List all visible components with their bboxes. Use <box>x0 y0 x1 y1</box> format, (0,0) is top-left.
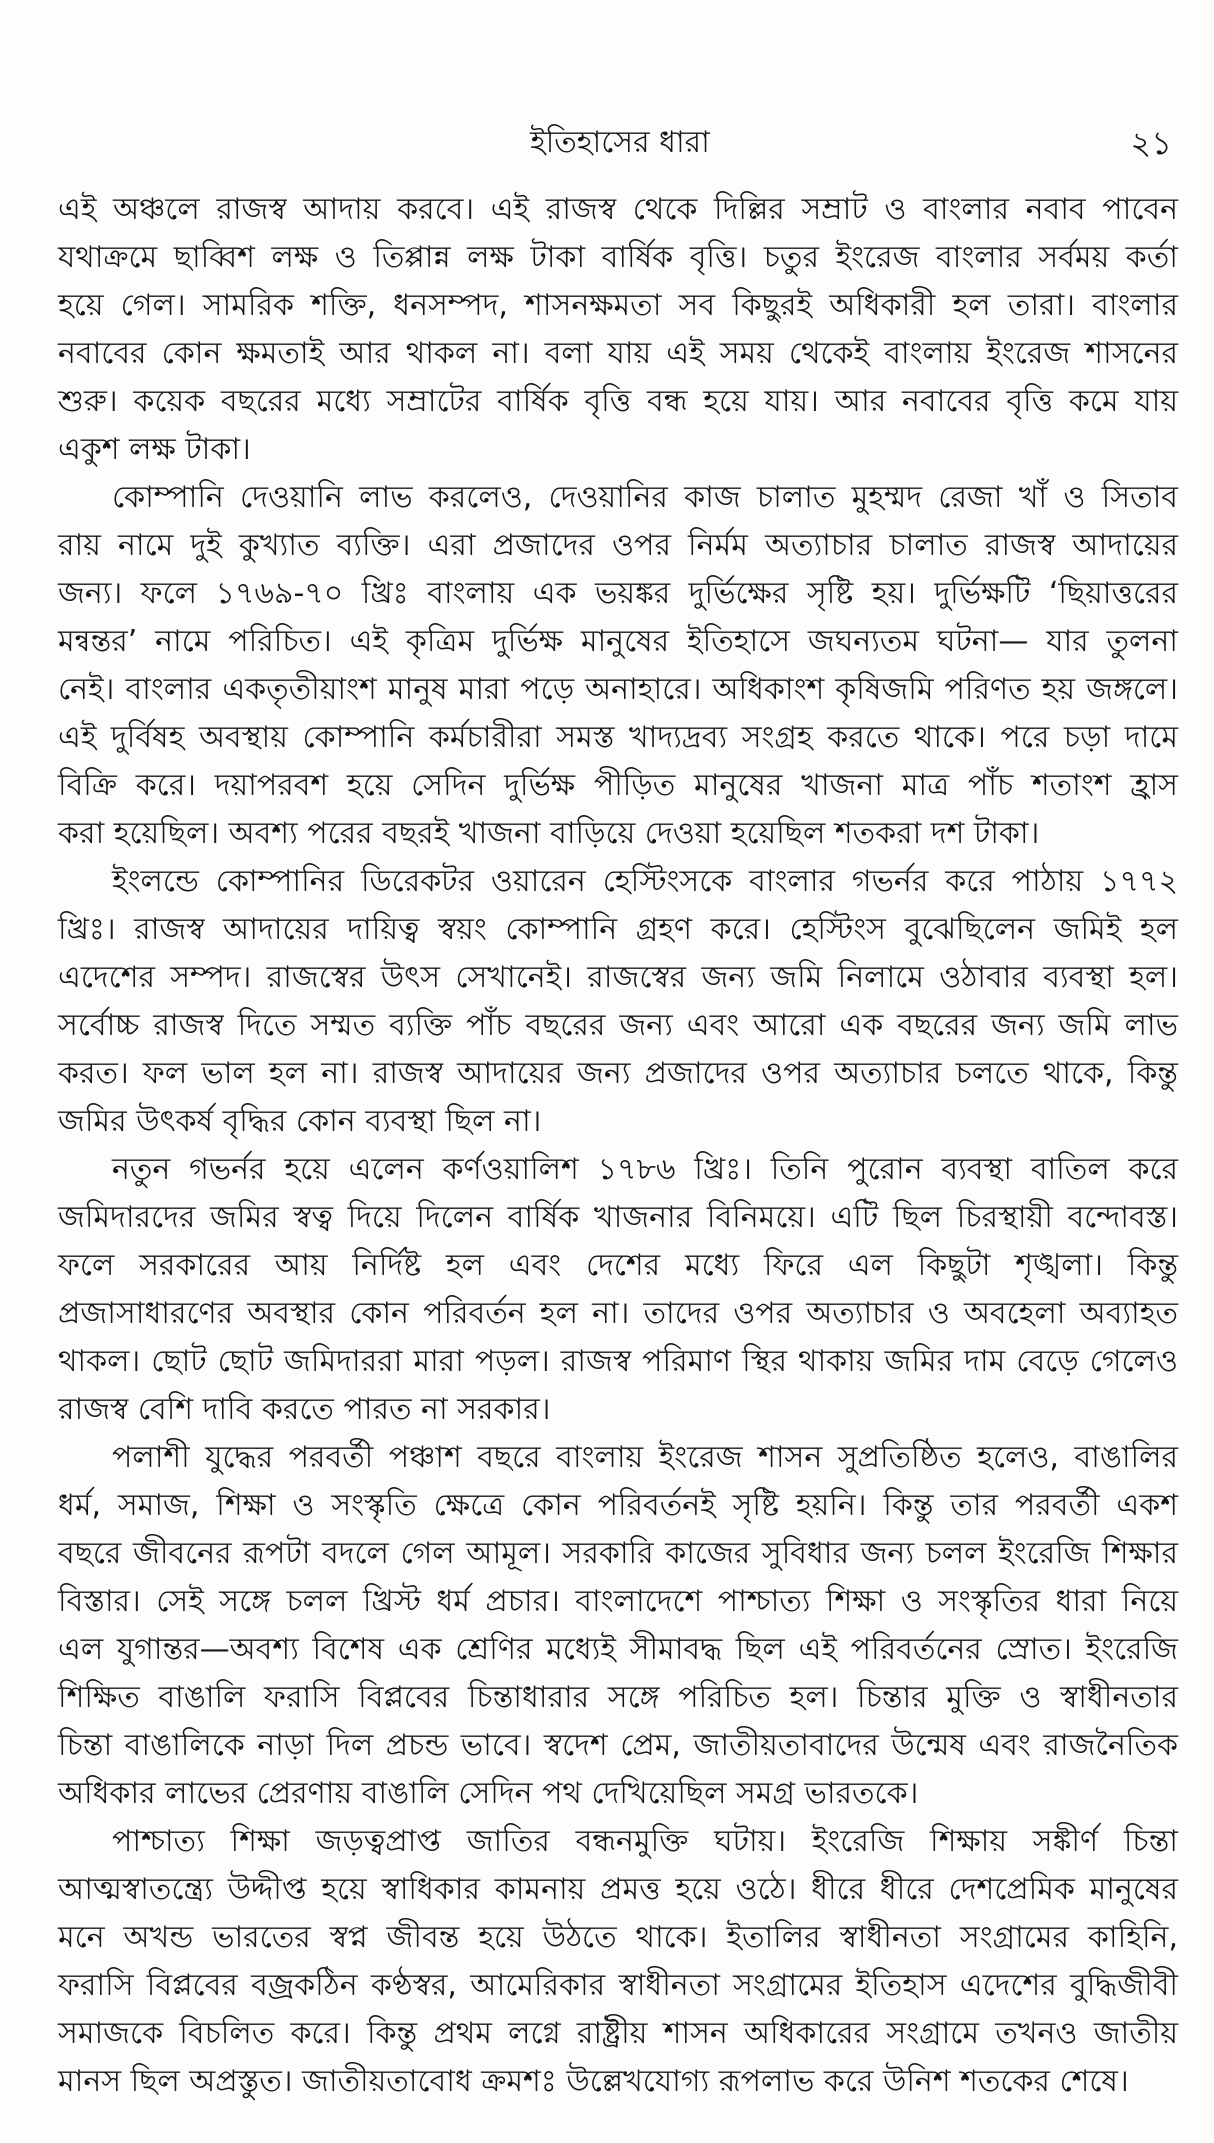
text-line: রাজস্ব বেশি দাবি করতে পারত না সরকার। <box>58 1392 551 1427</box>
text-line: শুরু। কয়েক বছরের মধ্যে সম্রাটের বার্ষিক বৃত্তি বন্ধ হয়ে যায়। আর নবাবের বৃত্তি কমে যায় <box>58 384 1178 419</box>
paragraph <box>58 474 1178 858</box>
text-line: এল যুগান্তর—অবশ্য বিশেষ এক শ্রেণির মধ্যেই সীমাবদ্ধ ছিল এই পরিবর্তনের স্রোত। ইংরেজি <box>58 1632 1178 1667</box>
paragraph <box>58 1818 1178 2106</box>
text-line: যথাক্রমে ছাব্বিশ লক্ষ ও তিপ্পান্ন লক্ষ টাকা বার্ষিক বৃত্তি। চতুর ইংরেজ বাংলার সর্বময় কর্তা <box>58 240 1178 275</box>
text-line: একুশ লক্ষ টাকা। <box>58 432 251 467</box>
text-line: এদেশের সম্পদ। রাজস্বের উৎস সেখানেই। রাজস্বের জন্য জমি নিলামে ওঠাবার ব্যবস্থা হল। <box>58 960 1178 995</box>
text-line: পাশ্চাত্য শিক্ষা জড়ত্বপ্রাপ্ত জাতির বন্ধনমুক্তি ঘটায়। ইংরেজি শিক্ষায় সঙ্কীর্ণ চিন্তা <box>112 1824 1178 1859</box>
page-number: ২১ <box>1130 124 1172 162</box>
text-line: খ্রিঃ। রাজস্ব আদায়ের দায়িত্ব স্বয়ং কোম্পানি গ্রহণ করে। হেস্টিংস বুঝেছিলেন জমিই হল <box>58 912 1178 947</box>
text-line: থাকল। ছোট ছোট জমিদাররা মারা পড়ল। রাজস্ব পরিমাণ স্থির থাকায় জমির দাম বেড়ে গেলেও <box>58 1344 1178 1379</box>
text-line: বছরে জীবনের রূপটা বদলে গেল আমূল। সরকারি কাজের সুবিধার জন্য চলল ইংরেজি শিক্ষার <box>58 1536 1178 1571</box>
paragraph <box>58 1434 1178 1818</box>
text-line: বিস্তার। সেই সঙ্গে চলল খ্রিস্ট ধর্ম প্রচার। বাংলাদেশে পাশ্চাত্য শিক্ষা ও সংস্কৃতির ধারা নিয়ে <box>58 1584 1178 1619</box>
text-line: জমির উৎকর্ষ বৃদ্ধির কোন ব্যবস্থা ছিল না। <box>58 1104 542 1139</box>
text-line: অধিকার লাভের প্রেরণায় বাঙালি সেদিন পথ দেখিয়েছিল সমগ্র ভারতকে। <box>58 1776 919 1811</box>
text-line: জমিদারদের জমির স্বত্ব দিয়ে দিলেন বার্ষিক খাজনার বিনিময়ে। এটি ছিল চিরস্থায়ী বন্দোবস্ত। <box>58 1200 1178 1235</box>
paragraph <box>58 1146 1178 1434</box>
paragraph <box>58 858 1178 1146</box>
text-line: পলাশী যুদ্ধের পরবর্তী পঞ্চাশ বছরে বাংলায় ইংরেজ শাসন সুপ্রতিষ্ঠিত হলেও, বাঙালির <box>112 1440 1178 1475</box>
text-line: মন্বন্তর’ নামে পরিচিত। এই কৃত্রিম দুর্ভিক্ষ মানুষের ইতিহাসে জঘন্যতম ঘটনা— যার তুলনা <box>58 624 1178 659</box>
text-line: বিক্রি করে। দয়াপরবশ হয়ে সেদিন দুর্ভিক্ষ পীড়িত মানুষের খাজনা মাত্র পাঁচ শতাংশ হ্রাস <box>58 768 1178 803</box>
text-line: ফরাসি বিপ্লবের বজ্রকঠিন কণ্ঠস্বর, আমেরিকার স্বাধীনতা সংগ্রামের ইতিহাস এদেশের বুদ্ধিজীবী <box>58 1968 1178 2003</box>
text-line: রায় নামে দুই কুখ্যাত ব্যক্তি। এরা প্রজাদের ওপর নির্মম অত্যাচার চালাত রাজস্ব আদায়ের <box>58 528 1178 563</box>
text-line: প্রজাসাধারণের অবস্থার কোন পরিবর্তন হল না। তাদের ওপর অত্যাচার ও অবহেলা অব্যাহত <box>58 1296 1178 1331</box>
text-line: সর্বোচ্চ রাজস্ব দিতে সম্মত ব্যক্তি পাঁচ বছরের জন্য এবং আরো এক বছরের জন্য জমি লাভ <box>58 1008 1178 1043</box>
text-line: সমাজকে বিচলিত করে। কিন্তু প্রথম লগ্নে রাষ্ট্রীয় শাসন অধিকারের সংগ্রামে তখনও জাতীয় <box>58 2016 1178 2051</box>
paragraph <box>58 186 1178 474</box>
text-line: ইংলন্ডে কোম্পানির ডিরেকটর ওয়ারেন হেস্টিংসকে বাংলার গভর্নর করে পাঠায় ১৭৭২ <box>112 864 1178 899</box>
text-line: করা হয়েছিল। অবশ্য পরের বছরই খাজনা বাড়িয়ে দেওয়া হয়েছিল শতকরা দশ টাকা। <box>58 816 1040 851</box>
text-line: এই দুর্বিষহ অবস্থায় কোম্পানি কর্মচারীরা সমস্ত খাদ্যদ্রব্য সংগ্রহ করতে থাকে। পরে চড়া দামে <box>58 720 1178 755</box>
text-line: করত। ফল ভাল হল না। রাজস্ব আদায়ের জন্য প্রজাদের ওপর অত্যাচার চলতে থাকে, কিন্তু <box>58 1056 1178 1091</box>
text-line: আত্মস্বাতন্ত্র্যে উদ্দীপ্ত হয়ে স্বাধিকার কামনায় প্রমত্ত হয়ে ওঠে। ধীরে ধীরে দেশপ্রেমিক মানুষের <box>58 1872 1178 1907</box>
running-head <box>0 118 1214 168</box>
text-line: নতুন গভর্নর হয়ে এলেন কর্ণওয়ালিশ ১৭৮৬ খ্রিঃ। তিনি পুরোন ব্যবস্থা বাতিল করে <box>112 1152 1178 1187</box>
text-line: ফলে সরকারের আয় নির্দিষ্ট হল এবং দেশের মধ্যে ফিরে এল কিছুটা শৃঙ্খলা। কিন্তু <box>58 1248 1178 1283</box>
text-line: এই অঞ্চলে রাজস্ব আদায় করবে। এই রাজস্ব থেকে দিল্লির সম্রাট ও বাংলার নবাব পাবেন <box>58 192 1178 227</box>
text-line: হয়ে গেল। সামরিক শক্তি, ধনসম্পদ, শাসনক্ষমতা সব কিছুরই অধিকারী হল তারা। বাংলার <box>58 288 1178 323</box>
text-line: চিন্তা বাঙালিকে নাড়া দিল প্রচন্ড ভাবে। স্বদেশ প্রেম, জাতীয়তাবাদের উন্মেষ এবং রাজনৈতিক <box>58 1728 1178 1763</box>
text-line: মনে অখন্ড ভারতের স্বপ্ন জীবন্ত হয়ে উঠতে থাকে। ইতালির স্বাধীনতা সংগ্রামের কাহিনি, <box>58 1920 1178 1955</box>
text-line: জন্য। ফলে ১৭৬৯-৭০ খ্রিঃ বাংলায় এক ভয়ঙ্কর দুর্ভিক্ষের সৃষ্টি হয়। দুর্ভিক্ষটি ‘ছিয়াত্তরের <box>58 576 1178 611</box>
text-line: নেই। বাংলার একতৃতীয়াংশ মানুষ মারা পড়ে অনাহারে। অধিকাংশ কৃষিজমি পরিণত হয় জঙ্গলে। <box>58 672 1178 707</box>
running-title: ইতিহাসের ধারা <box>530 125 710 160</box>
text-line: ধর্ম, সমাজ, শিক্ষা ও সংস্কৃতি ক্ষেত্রে কোন পরিবর্তনই সৃষ্টি হয়নি। কিন্তু তার পরবর্তী একশ <box>58 1488 1178 1523</box>
text-line: কোম্পানি দেওয়ানি লাভ করলেও, দেওয়ানির কাজ চালাত মুহম্মদ রেজা খাঁ ও সিতাব <box>112 480 1178 515</box>
body-text <box>58 186 1178 2106</box>
text-line: শিক্ষিত বাঙালি ফরাসি বিপ্লবের চিন্তাধারার সঙ্গে পরিচিত হল। চিন্তার মুক্তি ও স্বাধীনতার <box>58 1680 1178 1715</box>
text-line: নবাবের কোন ক্ষমতাই আর থাকল না। বলা যায় এই সময় থেকেই বাংলায় ইংরেজ শাসনের <box>58 336 1178 371</box>
text-line: মানস ছিল অপ্রস্তুত। জাতীয়তাবোধ ক্রমশঃ উল্লেখযোগ্য রূপলাভ করে উনিশ শতকের শেষে। <box>58 2064 1129 2099</box>
